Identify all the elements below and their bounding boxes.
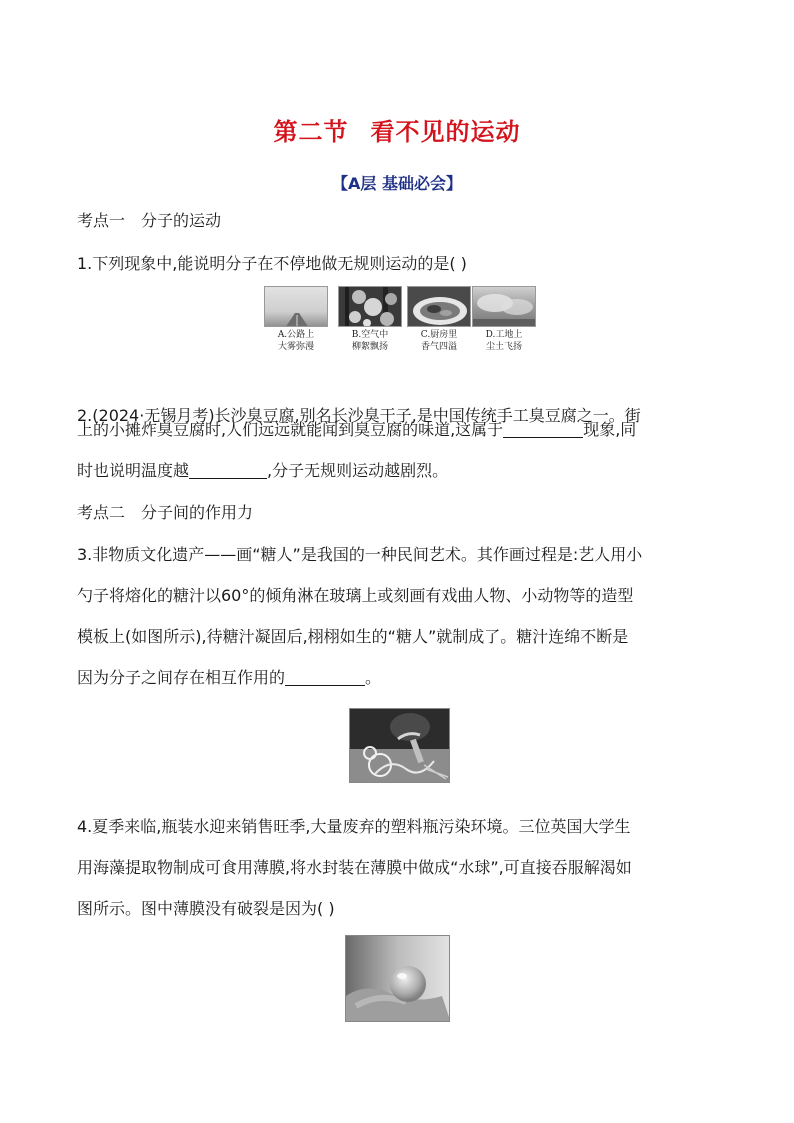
option-a: [264, 286, 328, 353]
section-heading-1: 考点一 分子的运动: [77, 211, 222, 230]
question-2-line-2: 上的小摊炸臭豆腐时,人们远远就能闻到臭豆腐的味道,这属于 现象,同: [77, 420, 637, 439]
question-3-line-1: 3.非物质文化遗产——画“糖人”是我国的一种民间艺术。其作画过程是:艺人用小: [77, 545, 643, 564]
title-section-name: 看不见的运动: [370, 118, 521, 146]
option-b-label: B.空气中: [351, 330, 389, 340]
section-heading-2: 考点二 分子间的作用力: [77, 503, 254, 522]
option-b-image: [338, 286, 402, 327]
option-c: [407, 286, 471, 353]
question-4-line-3: 图所示。图中薄膜没有破裂是因为( ): [77, 899, 335, 918]
question-1-text: 1.下列现象中,能说明分子在不停地做无规则运动的是( ): [77, 254, 467, 273]
level-subtitle: 【A层 基础必会】: [332, 174, 462, 193]
water-ball-photo: [345, 935, 450, 1022]
question-4-line-1: 4.夏季来临,瓶装水迎来销售旺季,大量废弃的塑料瓶污染环境。三位英国大学生: [77, 817, 631, 836]
option-d: [472, 286, 536, 353]
question-3-line-3: 模板上(如图所示),待糖汁凝固后,栩栩如生的“糖人”就制成了。糖汁连绵不断是: [77, 627, 629, 646]
answer-blank[interactable]: [503, 421, 583, 438]
option-a-desc: 大雾弥漫: [277, 342, 314, 352]
question-3-line-4: 因为分子之间存在相互作用的 。: [77, 668, 382, 687]
question-4-line-2: 用海藻提取物制成可食用薄膜,将水封装在薄膜中做成“水球”,可直接吞服解渴如: [77, 858, 632, 877]
option-c-desc: 香气四溢: [420, 342, 457, 352]
answer-blank[interactable]: [285, 669, 365, 686]
answer-blank[interactable]: [189, 462, 267, 479]
option-a-image: [264, 286, 328, 327]
question-2-line-3: 时也说明温度越 ,分子无规则运动越剧烈。: [77, 461, 449, 480]
option-c-label: C.厨房里: [420, 330, 458, 340]
page-title: [0, 112, 794, 147]
option-c-image: [407, 286, 471, 327]
option-b-desc: 柳絮飘扬: [351, 342, 388, 352]
option-a-label: A.公路上: [277, 330, 315, 340]
option-d-image: [472, 286, 536, 327]
question-3-line-2: 勺子将熔化的糖汁以60°的倾角淋在玻璃上或刻画有戏曲人物、小动物等的造型: [77, 586, 634, 605]
option-d-label: D.工地上: [485, 330, 523, 340]
question-1-options: [264, 286, 534, 358]
option-b: [338, 286, 402, 353]
sugar-painting-photo: [349, 708, 450, 783]
title-section-number: 第二节: [273, 118, 349, 146]
question-2-line-1: 2.(2024·无锡月考)长沙臭豆腐,别名长沙臭干子,是中国传统手工臭豆腐之一。街: [77, 406, 641, 425]
option-d-desc: 尘土飞扬: [485, 342, 522, 352]
